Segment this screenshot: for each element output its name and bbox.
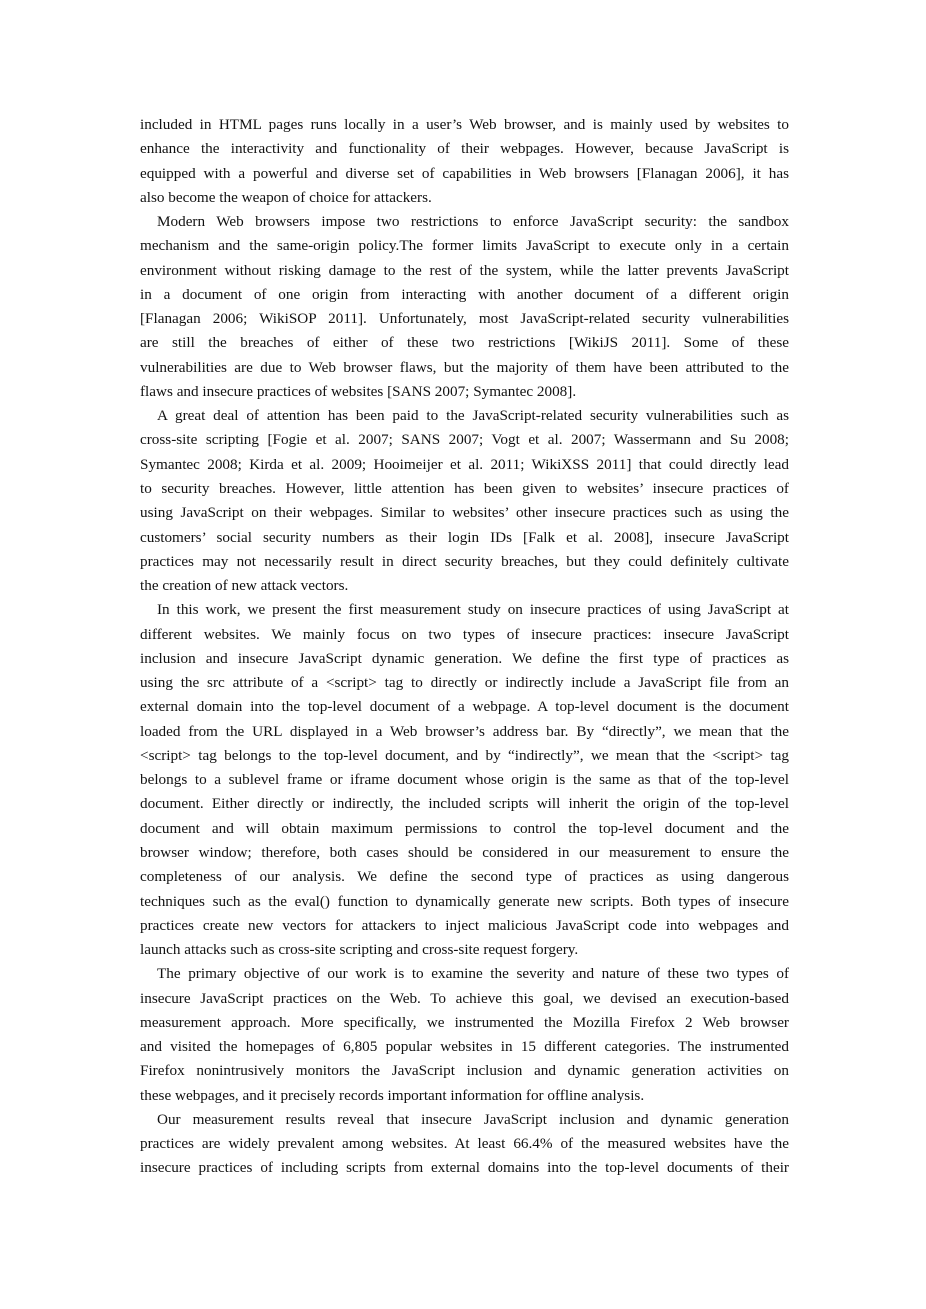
text-line: A great deal of attention has been paid to the JavaScript-related security vulnerabilities such as (157, 407, 789, 425)
text-line: insecure practices of including scripts from external domains into the top-level documents of their (140, 1159, 789, 1177)
text-line: to security breaches. However, little attention has been given to websites’ insecure practices of (140, 479, 789, 497)
text-line: also become the weapon of choice for attackers. (140, 188, 432, 206)
text-line: enhance the interactivity and functionality of their webpages. However, because JavaScript is (140, 140, 789, 158)
text-line: Firefox nonintrusively monitors the JavaScript inclusion and dynamic generation activities on (140, 1062, 789, 1080)
text-line: practices may not necessarily result in direct security breaches, but they could definitely cultivate (140, 552, 789, 570)
text-line: browser window; therefore, both cases should be considered in our measurement to ensure the (140, 843, 789, 861)
paragraph (140, 113, 789, 210)
document-page (140, 113, 789, 1181)
text-line: vulnerabilities are due to Web browser flaws, but the majority of them have been attributed to the (140, 358, 789, 376)
text-line: these webpages, and it precisely records important information for offline analysis. (140, 1086, 645, 1104)
text-line: using the src attribute of a <script> tag to directly or indirectly include a JavaScript file from an (140, 674, 789, 692)
paragraph (140, 598, 789, 962)
text-line: launch attacks such as cross-site scripting and cross-site request forgery. (140, 941, 579, 959)
text-line: loaded from the URL displayed in a Web browser’s address bar. By “directly”, we mean that the (140, 722, 789, 740)
text-line: using JavaScript on their webpages. Similar to websites’ other insecure practices such as using the (140, 504, 789, 522)
text-line: Symantec 2008; Kirda et al. 2009; Hooimeijer et al. 2011; WikiXSS 2011] that could directly lead (140, 455, 789, 473)
text-line: document. Either directly or indirectly, the included scripts will inherit the origin of the top-level (140, 795, 789, 813)
text-line: document and will obtain maximum permissions to control the top-level document and the (140, 819, 789, 837)
text-line: cross-site scripting [Fogie et al. 2007; SANS 2007; Vogt et al. 2007; Wassermann and Su 2008; (140, 431, 789, 449)
paragraph (140, 404, 789, 598)
text-line: different websites. We mainly focus on two types of insecure practices: insecure JavaScript (140, 625, 789, 643)
text-line: inclusion and insecure JavaScript dynamic generation. We define the first type of practices as (140, 649, 789, 667)
paragraph (140, 210, 789, 404)
text-line: customers’ social security numbers as their login IDs [Falk et al. 2008], insecure JavaScript (140, 528, 789, 546)
text-line: and visited the homepages of 6,805 popular websites in 15 different categories. The instrumented (140, 1038, 789, 1056)
text-line: the creation of new attack vectors. (140, 577, 349, 595)
text-line: techniques such as the eval() function to dynamically generate new scripts. Both types of insecure (140, 892, 789, 910)
text-line: belongs to a sublevel frame or iframe document whose origin is the same as that of the top-level (140, 771, 789, 789)
text-line: insecure JavaScript practices on the Web. To achieve this goal, we devised an execution-based (140, 989, 789, 1007)
text-line: practices create new vectors for attackers to inject malicious JavaScript code into webpages and (140, 916, 789, 934)
text-line: <script> tag belongs to the top-level document, and by “indirectly”, we mean that the <script> tag (140, 746, 789, 764)
text-line: Modern Web browsers impose two restrictions to enforce JavaScript security: the sandbox (157, 213, 789, 231)
text-line: included in HTML pages runs locally in a user’s Web browser, and is mainly used by websites to (140, 116, 789, 133)
text-line: The primary objective of our work is to examine the severity and nature of these two types of (157, 965, 789, 983)
text-line: [Flanagan 2006; WikiSOP 2011]. Unfortunately, most JavaScript-related security vulnerabilities (140, 310, 789, 328)
text-line: external domain into the top-level document of a webpage. A top-level document is the document (140, 698, 789, 716)
text-line: are still the breaches of either of these two restrictions [WikiJS 2011]. Some of these (140, 334, 789, 352)
text-line: Our measurement results reveal that insecure JavaScript inclusion and dynamic generation (157, 1110, 789, 1128)
text-line: practices are widely prevalent among websites. At least 66.4% of the measured websites have the (140, 1135, 789, 1153)
paragraph (140, 1108, 789, 1181)
text-line: mechanism and the same-origin policy.The former limits JavaScript to execute only in a certain (140, 237, 789, 255)
text-line: completeness of our analysis. We define the second type of practices as using dangerous (140, 868, 789, 886)
text-line: environment without risking damage to the rest of the system, while the latter prevents JavaScript (140, 261, 789, 279)
text-line: measurement approach. More specifically, we instrumented the Mozilla Firefox 2 Web browser (140, 1013, 789, 1031)
text-line: equipped with a powerful and diverse set of capabilities in Web browsers [Flanagan 2006], it has (140, 164, 789, 182)
text-line: In this work, we present the first measurement study on insecure practices of using JavaScript at (157, 601, 789, 619)
paragraph (140, 962, 789, 1108)
text-line: in a document of one origin from interacting with another document of a different origin (140, 285, 789, 303)
text-line: flaws and insecure practices of websites [SANS 2007; Symantec 2008]. (140, 382, 577, 400)
